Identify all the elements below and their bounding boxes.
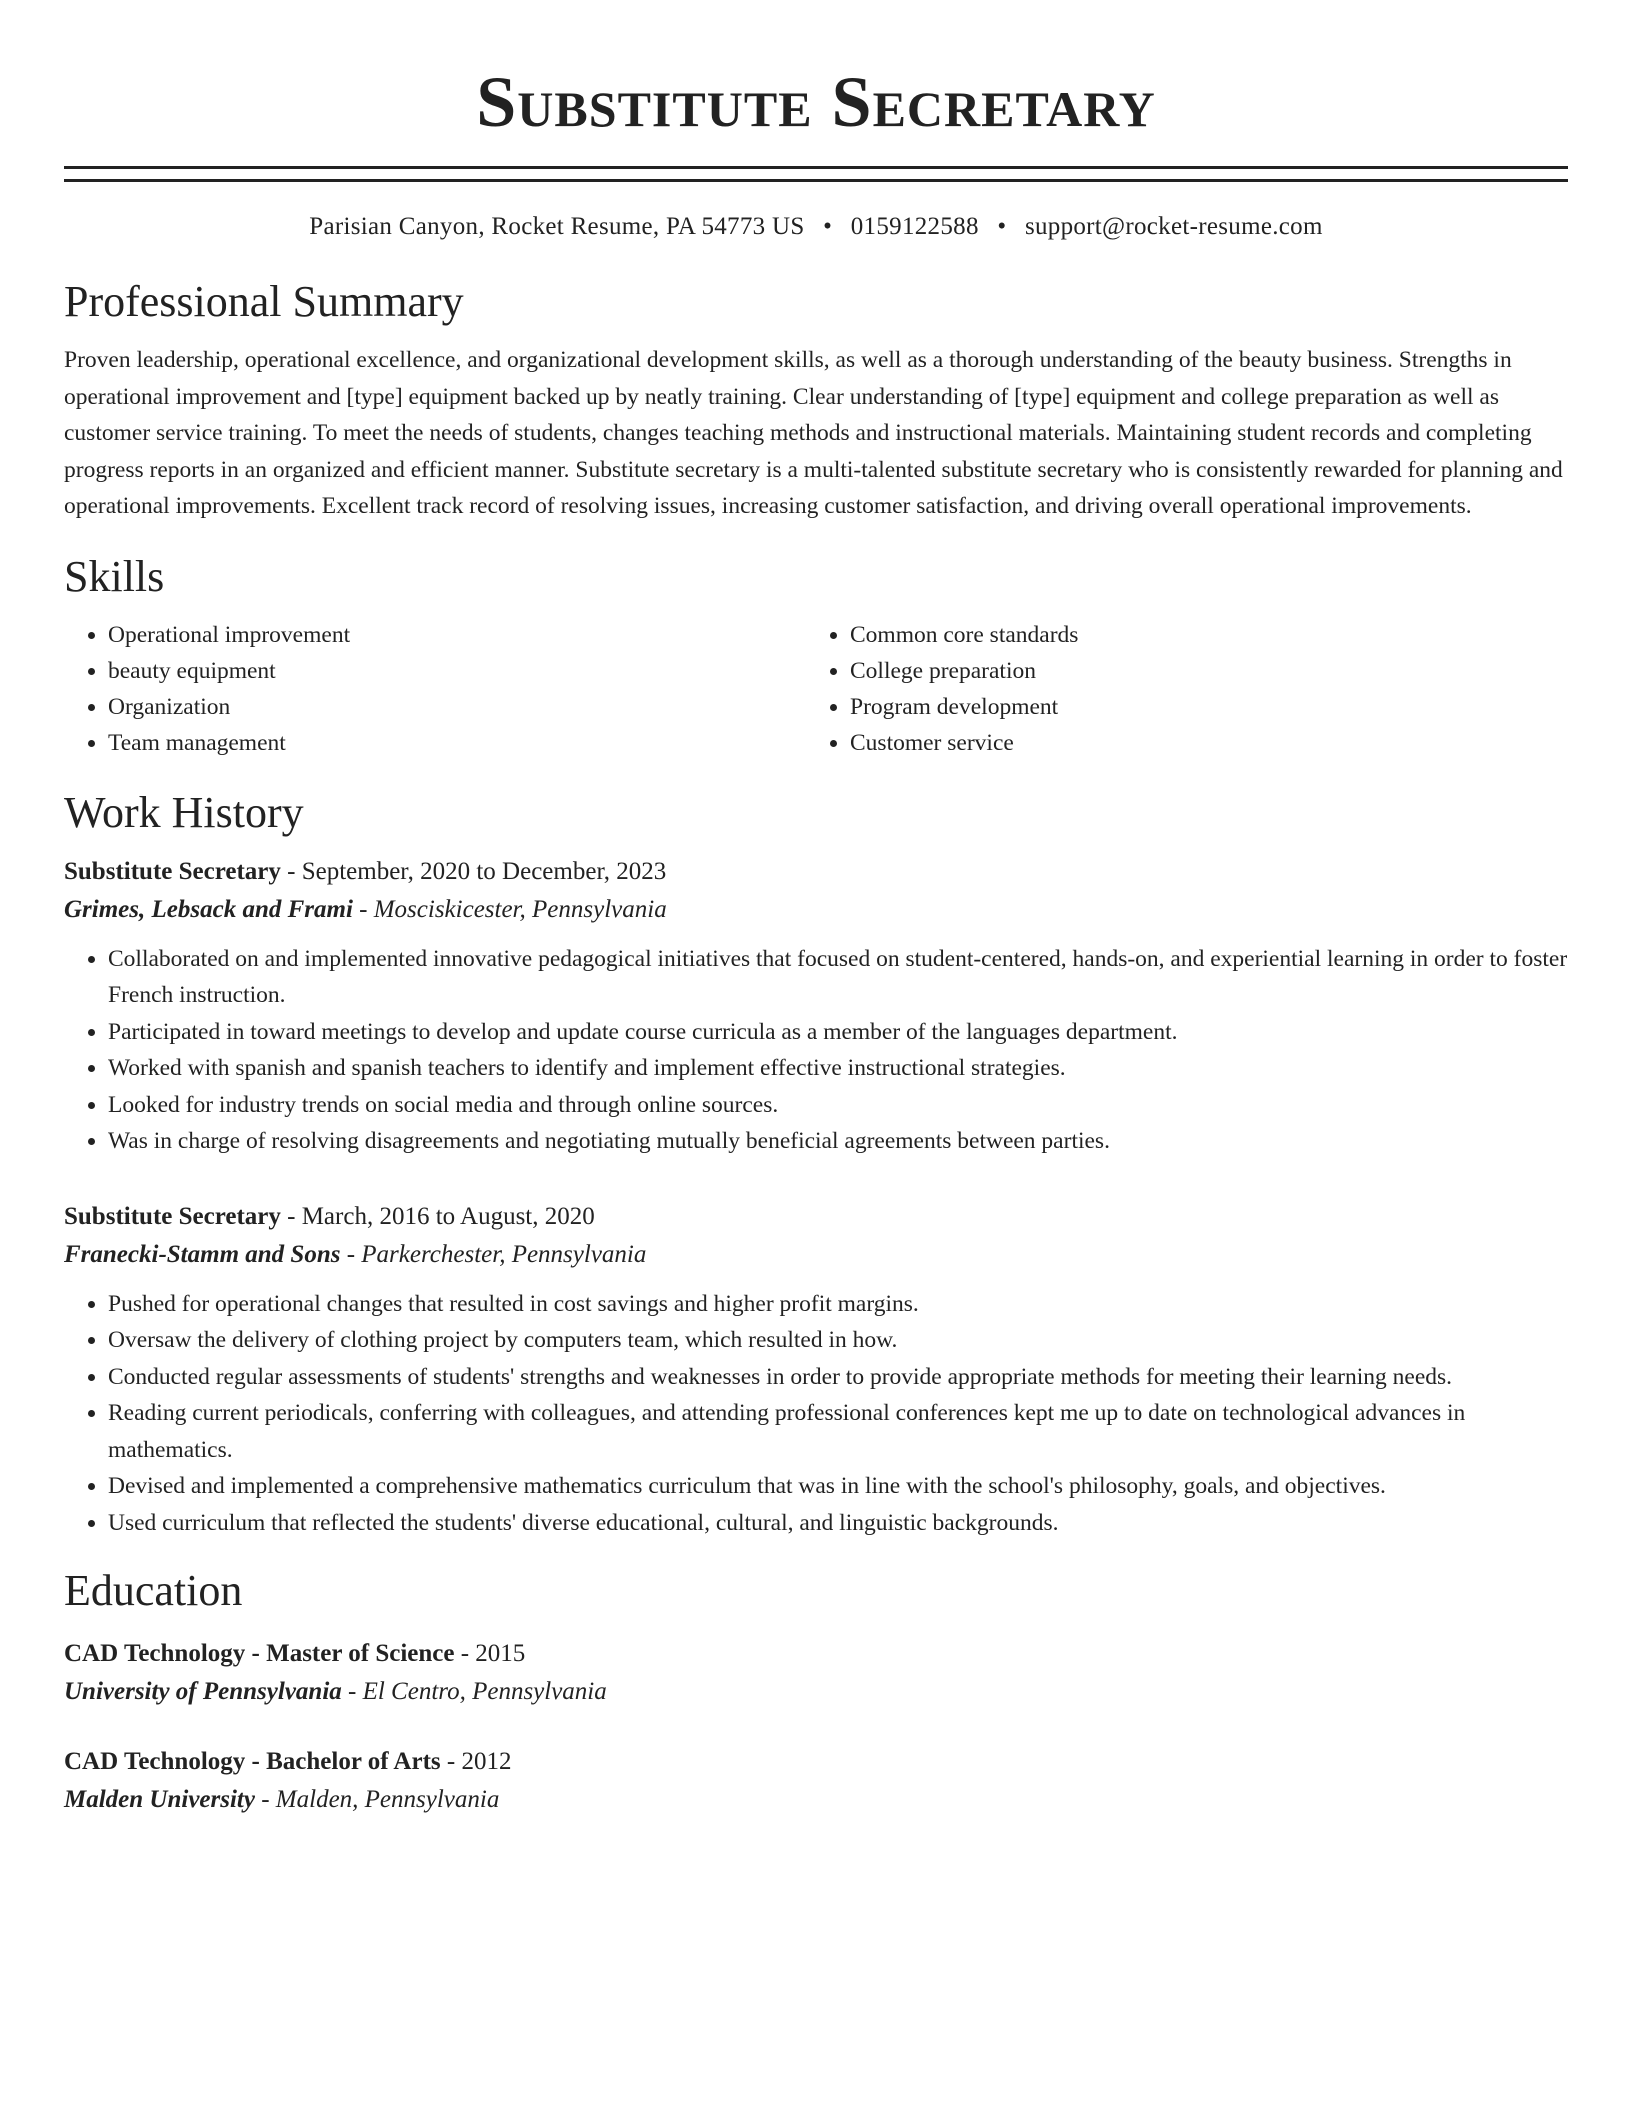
- job-bullets: [64, 941, 1568, 1160]
- job-company: Franecki-Stamm and Sons: [64, 1240, 341, 1268]
- job-location: - Mosciskicester, Pennsylvania: [352, 895, 667, 923]
- job-company: Grimes, Lebsack and Frami: [64, 895, 353, 923]
- job-entry: [64, 1198, 1568, 1542]
- job-bullets: [64, 1286, 1568, 1542]
- work-history-heading: Work History: [64, 787, 304, 837]
- skills-heading: Skills: [64, 551, 165, 601]
- education-degree: CAD Technology - Master of Science: [64, 1640, 455, 1667]
- skill-item: • College preparation: [850, 653, 1548, 689]
- contact-email: support@rocket-resume.com: [1024, 213, 1323, 240]
- education-school-line: [64, 1673, 1568, 1711]
- contact-address: Parisian Canyon, Rocket Resume, PA 54773 US: [309, 213, 805, 240]
- job-dates: - March, 2016 to August, 2020: [280, 1202, 595, 1230]
- job-role: Substitute Secretary: [64, 857, 281, 885]
- job-bullet: • Reading current periodicals, conferring with colleagues, and attending professional conferences kept me up to date on technological advances in mathematics.: [108, 1395, 1568, 1468]
- resume-name: Substitute Secretary: [476, 62, 1156, 142]
- skill-item: • Operational improvement: [108, 617, 806, 653]
- job-bullet: • Used curriculum that reflected the students' diverse educational, cultural, and linguistic backgrounds.: [108, 1505, 1568, 1542]
- education-degree-line: [64, 1635, 1568, 1673]
- job-bullet: • Collaborated on and implemented innovative pedagogical initiatives that focused on student-centered, hands-on, and experiential learning in order to foster French instruction.: [108, 941, 1568, 1014]
- job-bullet: • Devised and implemented a comprehensive mathematics curriculum that was in line with the school's philosophy, goals, and objectives.: [108, 1468, 1568, 1505]
- education-school: University of Pennsylvania: [64, 1678, 342, 1705]
- education-school-line: [64, 1781, 1568, 1819]
- skill-item: • Customer service: [850, 725, 1548, 761]
- education-location: - El Centro, Pennsylvania: [341, 1678, 607, 1705]
- skill-item: • Team management: [108, 725, 806, 761]
- resume-page: [64, 0, 1568, 1819]
- education-degree-line: [64, 1743, 1568, 1781]
- contact-line: [64, 212, 1568, 242]
- job-bullet: • Pushed for operational changes that resulted in cost savings and higher profit margins.: [108, 1286, 1568, 1323]
- job-title-line: [64, 1198, 1568, 1236]
- skill-item: • Common core standards: [850, 617, 1548, 653]
- job-dates: - September, 2020 to December, 2023: [280, 857, 667, 885]
- education-degree: CAD Technology - Bachelor of Arts: [64, 1748, 441, 1775]
- job-role: Substitute Secretary: [64, 1202, 281, 1230]
- skills-list: [64, 617, 1568, 761]
- job-bullet: • Was in charge of resolving disagreements and negotiating mutually beneficial agreements between parties.: [108, 1123, 1568, 1160]
- job-bullet: • Worked with spanish and spanish teachers to identify and implement effective instructional strategies.: [108, 1050, 1568, 1087]
- bullet-separator: •: [997, 213, 1007, 240]
- job-company-line: [64, 891, 1568, 929]
- bullet-separator: •: [823, 213, 833, 240]
- education-heading: Education: [64, 1566, 243, 1615]
- contact-phone: 0159122588: [850, 213, 979, 240]
- education-year: - 2015: [454, 1640, 526, 1667]
- education-entry: [64, 1743, 1568, 1819]
- education-location: - Malden, Pennsylvania: [254, 1786, 500, 1813]
- education-school: Malden University: [64, 1786, 255, 1813]
- education-year: - 2012: [440, 1748, 512, 1775]
- job-bullet: • Participated in toward meetings to develop and update course curricula as a member of the languages department.: [108, 1014, 1568, 1051]
- job-bullet: • Looked for industry trends on social media and through online sources.: [108, 1087, 1568, 1124]
- job-entry: [64, 853, 1568, 1160]
- job-location: - Parkerchester, Pennsylvania: [340, 1240, 647, 1268]
- job-bullet: • Oversaw the delivery of clothing project by computers team, which resulted in how.: [108, 1322, 1568, 1359]
- skill-item: • Organization: [108, 689, 806, 725]
- job-bullet: • Conducted regular assessments of students' strengths and weaknesses in order to provide appropriate methods for meeting their learning needs.: [108, 1359, 1568, 1396]
- job-title-line: [64, 853, 1568, 891]
- job-company-line: [64, 1236, 1568, 1274]
- double-rule-divider: [64, 166, 1568, 182]
- skills-column-left: [64, 617, 806, 761]
- skill-item: • beauty equipment: [108, 653, 806, 689]
- education-entry: [64, 1635, 1568, 1711]
- summary-heading: Professional Summary: [64, 277, 464, 326]
- summary-text: Proven leadership, operational excellence, and organizational development skills, as well as a thorough understanding of the beauty business. Strengths in operational improvement and [type] equipment backed up by neatly training. Clear understanding of [type] equipment and college preparation as well as customer service training. To meet the needs of students, changes teaching methods and instructional materials. Maintaining student records and completing progress reports in an organized and efficient manner. Substitute secretary is a multi-talented substitute secretary who is consistently rewarded for planning and operational improvements. Excellent track record of resolving issues, increasing customer satisfaction, and driving overall operational improvements.: [64, 347, 1563, 519]
- skills-column-right: [806, 617, 1548, 761]
- skill-item: • Program development: [850, 689, 1548, 725]
